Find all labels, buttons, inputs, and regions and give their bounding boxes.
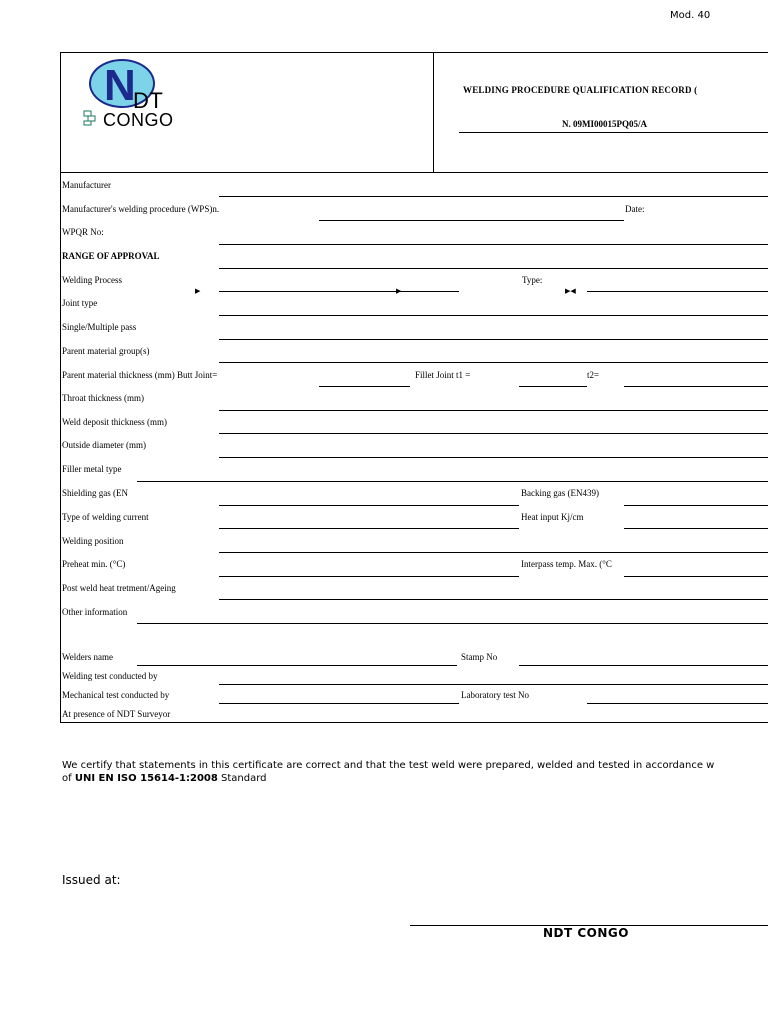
label-position: Welding position: [62, 536, 124, 546]
label-parent-group: Parent material group(s): [62, 346, 150, 356]
label-filler: Filler metal type: [62, 464, 122, 474]
test-conducted-line[interactable]: [219, 684, 768, 685]
type-line[interactable]: [587, 291, 768, 292]
arrows-inward-icon: ▶◀: [565, 287, 576, 295]
label-presence: At presence of NDT Surveyor: [62, 709, 171, 719]
stamp-no-line[interactable]: [519, 665, 768, 666]
label-manufacturer: Manufacturer: [62, 180, 111, 190]
wps-line[interactable]: [319, 220, 624, 221]
welding-process-line[interactable]: [219, 291, 459, 292]
logo-letters-dt: DT: [133, 88, 164, 113]
header-box-bottom: [60, 172, 768, 173]
other-info-line[interactable]: [137, 623, 768, 624]
section-range-of-approval: RANGE OF APPROVAL: [62, 251, 160, 261]
label-current: Type of welding current: [62, 512, 149, 522]
label-lab-test: Laboratory test No: [461, 690, 529, 700]
lab-test-line[interactable]: [587, 703, 768, 704]
label-wps: Manufacturer's welding procedure (WPS)n.: [62, 204, 220, 214]
position-line[interactable]: [219, 552, 768, 553]
label-backing-gas: Backing gas (EN439): [521, 488, 599, 498]
shielding-gas-line[interactable]: [219, 505, 519, 506]
arrow-right-icon: ▶: [195, 287, 201, 295]
deposit-line[interactable]: [219, 433, 768, 434]
parent-group-line[interactable]: [219, 362, 768, 363]
joint-type-line[interactable]: [219, 315, 768, 316]
label-fillet-t1: Fillet Joint t1 =: [415, 370, 471, 380]
signature-company: NDT CONGO: [543, 926, 629, 940]
post-weld-line[interactable]: [219, 599, 768, 600]
label-other-info: Other information: [62, 607, 128, 617]
logo-mark-icon: [83, 110, 97, 126]
certify-standard: UNI EN ISO 15614-1:2008: [74, 773, 218, 784]
label-welding-process: Welding Process: [62, 275, 123, 285]
throat-line[interactable]: [219, 410, 768, 411]
label-wpqr: WPQR No:: [62, 227, 104, 237]
certify-suffix: Standard: [221, 773, 267, 784]
label-throat: Throat thickness (mm): [62, 393, 144, 403]
logo-letter-n: N: [104, 61, 136, 110]
range-line[interactable]: [219, 268, 768, 269]
header-box-top: [60, 52, 768, 53]
pass-line[interactable]: [219, 339, 768, 340]
certify-prefix: of: [62, 773, 72, 784]
logo-company-name: CONGO: [103, 110, 174, 130]
number-underline: [459, 132, 768, 133]
mech-test-line[interactable]: [219, 703, 459, 704]
heat-input-line[interactable]: [624, 528, 768, 529]
wpqr-line[interactable]: [219, 244, 768, 245]
label-mech-test: Mechanical test conducted by: [62, 690, 170, 700]
form-code: Mod. 40: [670, 10, 711, 21]
issued-at-label: Issued at:: [62, 873, 121, 887]
label-parent-thickness: Parent material thickness (mm) Butt Joint=: [62, 370, 218, 380]
label-deposit: Weld deposit thickness (mm): [62, 417, 168, 427]
label-t2: t2=: [587, 370, 600, 380]
filler-line[interactable]: [137, 481, 768, 482]
backing-gas-line[interactable]: [624, 505, 768, 506]
label-outside-diameter: Outside diameter (mm): [62, 440, 146, 450]
label-welders-name: Welders name: [62, 652, 114, 662]
manufacturer-line[interactable]: [219, 196, 768, 197]
label-pass: Single/Multiple pass: [62, 322, 137, 332]
arrow-right-icon: ▶: [396, 287, 402, 295]
butt-joint-line[interactable]: [319, 386, 410, 387]
preheat-line[interactable]: [219, 576, 519, 577]
outside-diameter-line[interactable]: [219, 457, 768, 458]
certify-standard-line: [62, 773, 267, 784]
label-shielding-gas: Shielding gas (EN: [62, 488, 128, 498]
label-heat-input: Heat input Kj/cm: [521, 512, 584, 522]
form-left-border: [60, 52, 61, 723]
certify-statement: We certify that statements in this certificate are correct and that the test weld were prepared, welded and tested in accordance w: [62, 760, 715, 771]
welders-name-line[interactable]: [137, 665, 457, 666]
label-interpass: Interpass temp. Max. (°C: [521, 559, 612, 569]
label-date: Date:: [625, 204, 645, 214]
t2-line[interactable]: [624, 386, 768, 387]
current-line[interactable]: [219, 528, 519, 529]
label-joint-type: Joint type: [62, 298, 98, 308]
interpass-line[interactable]: [624, 576, 768, 577]
header-divider: [433, 52, 434, 172]
label-type: Type:: [522, 275, 543, 285]
label-preheat: Preheat min. (°C): [62, 559, 126, 569]
form-bottom-border: [60, 722, 768, 723]
label-post-weld: Post weld heat tretment/Ageing: [62, 583, 176, 593]
document-title: WELDING PROCEDURE QUALIFICATION RECORD (: [463, 85, 698, 95]
label-stamp-no: Stamp No: [461, 652, 498, 662]
document-number: N. 09MI00015PQ05/A: [562, 119, 647, 129]
label-test-conducted: Welding test conducted by: [62, 671, 158, 681]
fillet-t1-line[interactable]: [519, 386, 587, 387]
